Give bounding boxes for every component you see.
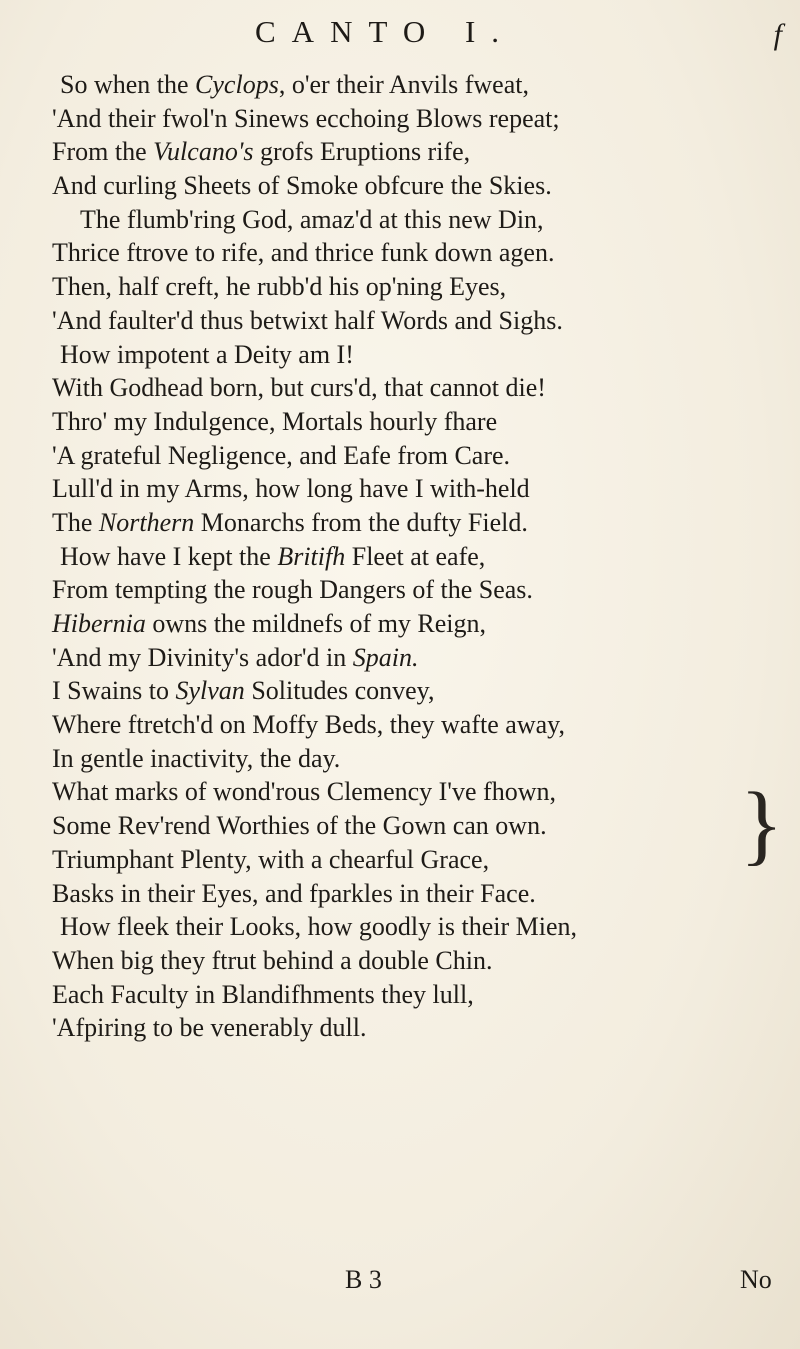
poem-line: So when the Cyclops, o'er their Anvils fweat, — [60, 70, 529, 99]
signature-mark: B 3 — [345, 1265, 382, 1294]
poem-line: Basks in their Eyes, and fparkles in their Face. — [52, 878, 536, 908]
poem-line: The flumb'ring God, amaz'd at this new Din, — [80, 204, 544, 234]
canto-title: CANTO I. — [255, 14, 516, 49]
italic-word: Spain. — [352, 642, 419, 672]
poem-line: Some Rev'rend Worthies of the Gown can own. — [52, 811, 547, 841]
page-footer — [0, 1265, 800, 1305]
poem-line: Thro' my Indulgence, Mortals hourly fhare — [52, 406, 498, 436]
poem-line: 'Afpiring to be venerably dull. — [52, 1013, 367, 1043]
poem-line: And curling Sheets of Smoke obfcure the Skies. — [52, 171, 552, 201]
catchword: No — [740, 1265, 772, 1294]
italic-word: Cyclops — [195, 70, 279, 99]
poem-line: Then, half creft, he rubb'd his op'ning Eyes, — [52, 272, 507, 302]
poem-line: What marks of wond'rous Clemency I've fhown, — [52, 777, 556, 807]
poem-line: In gentle inactivity, the day. — [52, 743, 341, 773]
poem-line: How have I kept the Britifh Fleet at eafe, — [60, 541, 486, 571]
poem-line: How impotent a Deity am I! — [60, 339, 354, 369]
italic-word: Vulcano's — [153, 137, 254, 167]
poem-line: With Godhead born, but curs'd, that cannot die! — [52, 373, 546, 403]
poem-body — [0, 68, 800, 1045]
poem-line: 'And my Divinity's ador'd in Spain. — [52, 642, 419, 672]
poem-line: I Swains to Sylvan Solitudes convey, — [52, 676, 435, 706]
italic-word: Northern — [98, 507, 195, 537]
italic-word: Sylvan — [175, 676, 245, 706]
poem-line: Thrice ftrove to rife, and thrice funk down agen. — [52, 238, 555, 268]
page-mark: f — [773, 18, 782, 51]
poem-line: Each Faculty in Blandifhments they lull, — [52, 979, 474, 1009]
triplet-bracket: } — [740, 775, 784, 874]
italic-word: Britifh — [277, 541, 346, 571]
poem-line: Lull'd in my Arms, how long have I with-held — [52, 474, 530, 504]
poem-line: Hibernia owns the mildnefs of my Reign, — [52, 609, 487, 638]
poem-line: Where ftretch'd on Moffy Beds, they wafte away, — [52, 710, 565, 740]
poem-line: 'A grateful Negligence, and Eafe from Care. — [52, 440, 511, 470]
poem-line: 'And their fwol'n Sinews ecchoing Blows repeat; — [52, 103, 560, 133]
poem-line: From tempting the rough Dangers of the Seas. — [52, 575, 533, 605]
poem-line: From the Vulcano's grofs Eruptions rife, — [52, 137, 471, 167]
poem-line: The Northern Monarchs from the dufty Field. — [52, 507, 528, 537]
poem-line: When big they ftrut behind a double Chin. — [52, 945, 493, 975]
poem-line: Triumphant Plenty, with a chearful Grace, — [52, 844, 490, 874]
page-header — [0, 14, 800, 54]
italic-word: Hibernia — [52, 609, 146, 638]
poem-line: 'And faulter'd thus betwixt half Words and Sighs. — [52, 305, 563, 335]
poem-line: How fleek their Looks, how goodly is their Mien, — [60, 912, 578, 942]
